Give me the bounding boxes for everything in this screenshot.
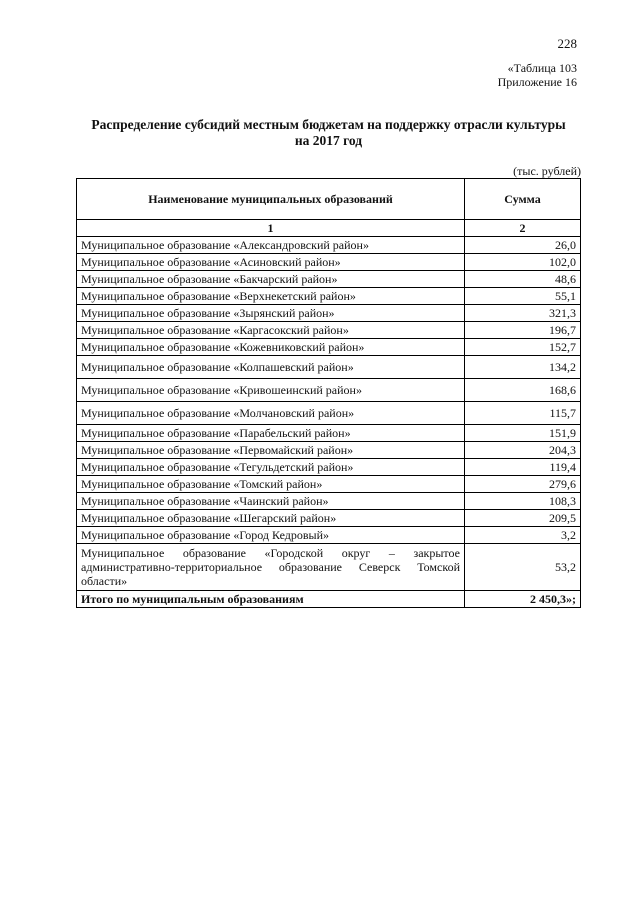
municipality-name: Муниципальное образование «Город Кедровый»: [77, 527, 465, 544]
table-row: [77, 527, 581, 544]
header-name: Наименование муниципальных образований: [77, 179, 465, 220]
subsidy-amount: 134,2: [465, 356, 581, 379]
municipality-name: Муниципальное образование «Томский район»: [77, 476, 465, 493]
table-ref-line: «Таблица 103: [507, 61, 577, 75]
table-row: [77, 493, 581, 510]
table-row: [77, 402, 581, 425]
municipality-name: Муниципальное образование «Александровский район»: [77, 237, 465, 254]
page-number: 228: [557, 36, 577, 51]
subsidy-amount: 48,6: [465, 271, 581, 288]
total-label: Итого по муниципальным образованиям: [77, 591, 465, 608]
table-row: [77, 237, 581, 254]
municipality-name: Муниципальное образование «Первомайский район»: [77, 442, 465, 459]
subsidy-amount: 3,2: [465, 527, 581, 544]
municipality-name: Муниципальное образование «Городской округ – закрытое административно-территориальное образование Северск Томской области»: [77, 544, 465, 591]
subsidy-amount: 26,0: [465, 237, 581, 254]
appendix-ref-line: Приложение 16: [497, 75, 577, 89]
table-row: [77, 288, 581, 305]
municipality-name: Муниципальное образование «Бакчарский район»: [77, 271, 465, 288]
table-reference: [498, 61, 577, 89]
municipality-name: Муниципальное образование «Молчановский район»: [77, 402, 465, 425]
table-row: [77, 271, 581, 288]
municipality-name: Муниципальное образование «Верхнекетский район»: [77, 288, 465, 305]
subsidy-amount: 279,6: [465, 476, 581, 493]
subsidy-amount: 196,7: [465, 322, 581, 339]
column-number-2: 2: [465, 220, 581, 237]
subsidy-amount: 204,3: [465, 442, 581, 459]
table-row: [77, 254, 581, 271]
title-line-1: Распределение субсидий местным бюджетам на поддержку отрасли культуры: [91, 117, 566, 132]
municipality-name: Муниципальное образование «Колпашевский район»: [77, 356, 465, 379]
subsidy-amount: 321,3: [465, 305, 581, 322]
table-row: [77, 442, 581, 459]
column-number-1: 1: [77, 220, 465, 237]
table-row: [77, 322, 581, 339]
table-row: [77, 305, 581, 322]
municipality-name: Муниципальное образование «Каргасокский район»: [77, 322, 465, 339]
subsidy-amount: 168,6: [465, 379, 581, 402]
subsidy-amount: 151,9: [465, 425, 581, 442]
table-row: [77, 510, 581, 527]
subsidy-amount: 108,3: [465, 493, 581, 510]
total-row: [77, 591, 581, 608]
municipality-name: Муниципальное образование «Тегульдетский район»: [77, 459, 465, 476]
table-row: [77, 356, 581, 379]
subsidy-amount: 209,5: [465, 510, 581, 527]
municipality-name: Муниципальное образование «Чаинский район»: [77, 493, 465, 510]
title-line-2: на 2017 год: [294, 133, 363, 148]
table-row: [77, 544, 581, 591]
municipality-name: Муниципальное образование «Зырянский район»: [77, 305, 465, 322]
table-row: [77, 425, 581, 442]
subsidy-amount: 115,7: [465, 402, 581, 425]
subsidy-amount: 102,0: [465, 254, 581, 271]
municipality-name: Муниципальное образование «Кривошеинский район»: [77, 379, 465, 402]
subsidy-table: [76, 178, 581, 608]
header-row: [77, 179, 581, 220]
subsidy-amount: 53,2: [465, 544, 581, 591]
table-row: [77, 379, 581, 402]
table-row: [77, 476, 581, 493]
header-sum: Сумма: [465, 179, 581, 220]
document-title: [76, 117, 581, 149]
column-number-row: [77, 220, 581, 237]
subsidy-amount: 55,1: [465, 288, 581, 305]
total-amount: 2 450,3»;: [465, 591, 581, 608]
municipality-name: Муниципальное образование «Парабельский район»: [77, 425, 465, 442]
subsidy-amount: 152,7: [465, 339, 581, 356]
municipality-name: Муниципальное образование «Шегарский район»: [77, 510, 465, 527]
units-note: (тыс. рублей): [513, 164, 581, 178]
municipality-name: Муниципальное образование «Асиновский район»: [77, 254, 465, 271]
table-row: [77, 339, 581, 356]
subsidy-amount: 119,4: [465, 459, 581, 476]
table-row: [77, 459, 581, 476]
municipality-name: Муниципальное образование «Кожевниковский район»: [77, 339, 465, 356]
